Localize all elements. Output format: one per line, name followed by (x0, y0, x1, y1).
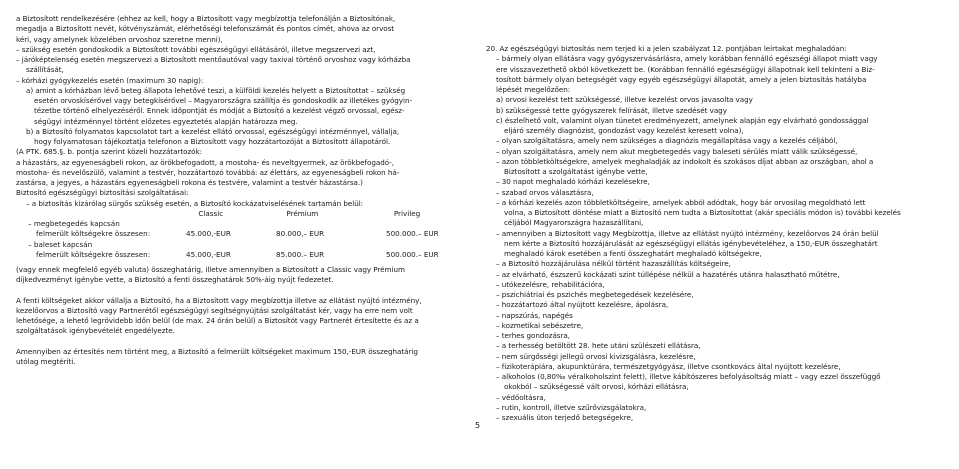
table-row (16, 219, 472, 229)
text-line: – szükség esetén gondoskodik a Biztosított további egészségügyi ellátásáról, illetve megszervezi azt, (16, 44, 376, 54)
text-line: lehetősége, a lehető legrövidebb időn belül (de max. 24 órán belül) a Biztosítót vagy Partnerét értesítette és az a (16, 316, 419, 325)
coverage-table (16, 209, 472, 260)
text-line: Biztosító egészségügyi biztosítási szolgáltatásai: (16, 188, 189, 198)
text-line: lépését megelőzően: (496, 85, 571, 94)
table-header-premium: Prémium (286, 208, 319, 218)
text-line: Amennyiben az értesítés nem történt meg, a Biztosító a felmerült költségeket maximum 150,-EUR összeghatárig (16, 346, 418, 356)
text-line: céljából Magyarországra hazaszállítani, (504, 218, 644, 228)
text-line: – szabad orvos választásra, (496, 187, 594, 197)
text-line: Biztosított a szolgáltatást igénybe vette, (504, 167, 648, 176)
table-cell: 80.000,– EUR (276, 229, 325, 239)
text-line: – fizikoterápiára, akupunktúrára, természetgyógyász, illetve csontkovács által nyújtott kezelésre, (496, 361, 841, 371)
text-line: – olyan szolgáltatásra, amely nem szükséges a diagnózis megállapítása vagy a kezelés céljából, (496, 136, 838, 146)
text-line: – napszúrás, napégés (496, 310, 573, 320)
text-line: (vagy ennek megfelelő egyéb valuta) összeghatárig, illetve amennyiben a Biztosított a Classic vagy Prémium (16, 265, 405, 274)
text-line: – a terhesség betöltött 28. hete utáni szülészeti ellátásra, (496, 341, 701, 351)
text-line: szállítását, (26, 65, 64, 75)
text-line: a) amint a kórházban lévő beteg állapota lehetővé teszi, a külföldi kezelés helyett a Biztosítottat – szükség (26, 85, 406, 95)
text-line: – kozmetikai sebészetre, (496, 320, 584, 330)
text-line: ere visszavezethető okból következett be. (Korábban fennálló egészségügyi állapotnak kell tekinteni a Biz- (496, 64, 875, 74)
text-line: – azon többletköltségekre, amelyek meghaladják az indokolt és szokásos díjat abban az országban, ahol a (496, 156, 874, 166)
table-header-empty (16, 209, 182, 219)
text-line: A fenti költségeket akkor vállalja a Biztosító, ha a Biztosított vagy megbízottja illetve az ellátást nyújtó intézmény, (16, 295, 422, 305)
table-cell: 45.000,-EUR (186, 249, 231, 259)
table-cell: 85.000.– EUR (276, 249, 325, 259)
text-line: – rutin, kontroll, illetve szűrővizsgálatokra, (496, 402, 647, 412)
table-header-row (16, 209, 472, 219)
table-row-label: felmerült költségekre összesen: (36, 229, 151, 239)
text-line: díjkedvezményt igénybe vette, a Biztosító a fenti összeghatárok 50%-áig nyújt fedezetet. (16, 275, 334, 285)
text-line: – alkoholos (0,80‰ véralkoholszint felett), illetve kábítószeres befolyásoltság miatt – vagy ezzel összefüggő (496, 372, 881, 381)
text-line: b) a Biztosító folyamatos kapcsolatot tart a kezelést ellátó orvossal, egészségügyi intézménnyel, vállalja, (26, 126, 400, 136)
table-row (16, 240, 472, 250)
left-column (16, 14, 472, 367)
text-line: – terhes gondozásra, (496, 331, 570, 340)
text-line: – a Biztosító hozzájárulása nélkül történt hazaszállítás költségeire, (496, 259, 731, 269)
table-cell: 500.000.– EUR (386, 249, 439, 259)
text-line: okokból – szükségessé vált orvosi, kórházi ellátásra, (504, 382, 689, 392)
text-line: – amennyiben a Biztosított vagy Megbízottja, illetve az ellátást nyújtó intézmény, kezelőorvos 24 órán belül (496, 228, 879, 238)
table-header-classic: Classic (198, 208, 224, 218)
text-line: – szexuális úton terjedő betegségekre, (496, 413, 634, 422)
table-row-label: – baleset kapcsán (28, 239, 93, 249)
text-line: hogy folyamatosan tájékoztatja telefonon a Biztosított vagy hozzátartozóját a Biztosított állapotáról. (34, 137, 391, 146)
text-line: megadja a Biztosított nevét, kötvényszámát, elérhetőségi telefonszámát és pontos címét, ahova az orvost (16, 24, 395, 34)
text-line: – pszichiátriai és pszichés megbetegedések kezelésére, (496, 290, 694, 299)
text-line: eljáró személy diagnózist, gondozást vagy kezelést keresett volna), (504, 126, 744, 135)
text-line: utólag megtéríti. (16, 356, 76, 366)
text-line: – járóképtelenség esetén megszervezi a Biztosított mentőautóval vagy taxival történő orvoshoz vagy kórházba (16, 55, 411, 64)
text-line: mostoha- és nevelőszülő, valamint a testvér, hozzátartozó továbbá: az élettárs, az egyeneságbeli rokon há- (16, 167, 400, 177)
text-line: – utókezelésre, rehabilitációra, (496, 279, 605, 289)
text-line: – 30 napot meghaladó kórházi kezelésekre, (496, 177, 650, 187)
text-line: (A PTK. 685.§. b. pontja szerint közeli hozzátartozók: (16, 147, 203, 157)
text-line: – olyan szolgáltatásra, amely nem akut megbetegedés vagy baleseti sérülés miatt válik szükségessé, (496, 146, 858, 156)
table-row (16, 229, 472, 239)
text-line: – hozzátartozó által nyújtott kezelésre, ápolásra, (496, 300, 669, 310)
text-line: esetén orvoskísérővel vagy betegkísérővel – Magyarországra szállítja és gondoskodik az illetékes gyógyin- (34, 96, 413, 105)
page-number: 5 (475, 421, 481, 430)
text-line: meghaladó károk esetében a fenti összeghatárt meghaladó költségekre, (504, 249, 762, 258)
text-line: nem kérte a Biztosító hozzájárulását az egészségügyi ellátás igénybevételéhez, a 150,-EUR összeghatárt (504, 238, 878, 248)
text-line: kéri, vagy amelynek közelében orvoshoz szeretne menni), (16, 34, 223, 44)
text-line: ségügyi intézménnyel történt előzetes egyeztetés alapján határozza meg. (34, 116, 298, 126)
table-row (16, 250, 472, 260)
text-line: a) orvosi kezelést tett szükségessé, illetve kezelést orvos javasolta vagy (496, 95, 753, 105)
text-line: tosított bármely olyan betegségét vagy egyéb egészségügyi állapotát, amely a jelen biztosítás hatályba (496, 74, 867, 84)
text-line: c) észlelhető volt, valamint olyan tünetet eredményezett, amelynek alapján egy elvárható gondossággal (496, 115, 869, 125)
text-line: a házastárs, az egyeneságbeli rokon, az örökbefogadott, a mostoha- és neveltgyermek, az örökbefogadó-, (16, 157, 395, 167)
text-line: b) szükségessé tette gyógyszerek felírását, illetve szedését vagy (496, 105, 727, 115)
table-cell: 45.000,-EUR (186, 229, 231, 239)
text-line: szolgáltatások igénybevételét engedélyezte. (16, 326, 175, 336)
text-line: a Biztosított rendelkezésére (ehhez az kell, hogy a Biztosított vagy megbízottja telefonálján a Biztosítónak, (16, 14, 396, 23)
text-line: volna, a Biztosított döntése miatt a Biztosító nem tudta a Biztosítottat (akár speciális módon is) további kezelés (504, 208, 901, 217)
text-line: kezelőorvos a Biztosító vagy Partnerétől egészségügyi segítségnyújtási szolgáltatást kér, vagy ha erre nem volt (16, 305, 413, 315)
text-line: – bármely olyan ellátásra vagy gyógyszervásárlásra, amely korábban fennálló egészségi állapot miatt vagy (496, 54, 878, 64)
text-line: – kórházi gyógykezelés esetén (maximum 30 napig): (16, 75, 204, 85)
text-line: – a biztosítás kizárólag sürgős szükség esetén, a Biztosító kockázatviselésének tartamán belül: (26, 198, 364, 208)
table-row-label: – megbetegedés kapcsán (28, 219, 120, 228)
right-column (486, 44, 942, 423)
section-heading: 20. Az egészségügyi biztosítás nem terjed ki a jelen szabályzat 12. pontjában leírtakat meghaladóan: (486, 44, 847, 53)
text-line: tézetbe történő elhelyezéséről. Ennek időpontját és módját a Biztosító a kezelést végző orvossal, egész- (34, 106, 405, 116)
text-line: – védőoltásra, (496, 392, 546, 402)
text-line: – a kórházi kezelés azon többletköltségeire, amelyek abból adódtak, hogy bár orvosilag megoldható lett (496, 197, 866, 207)
text-line: – nem sürgősségi jellegű orvosi kivizsgálásra, kezelésre, (496, 351, 696, 361)
text-line: zastársa, a jegyes, a házastárs egyeneságbeli rokona és testvére, valamint a testvér házastársa.) (16, 178, 363, 187)
text-line: – az elvárható, észszerű kockázati szint túllépése nélkül a hazatérés utánra halasztható műtétre, (496, 269, 840, 279)
table-row-label: felmerült költségekre összesen: (36, 249, 151, 259)
table-header-privileg: Privileg (393, 208, 421, 218)
table-cell: 500.000.– EUR (386, 229, 439, 239)
